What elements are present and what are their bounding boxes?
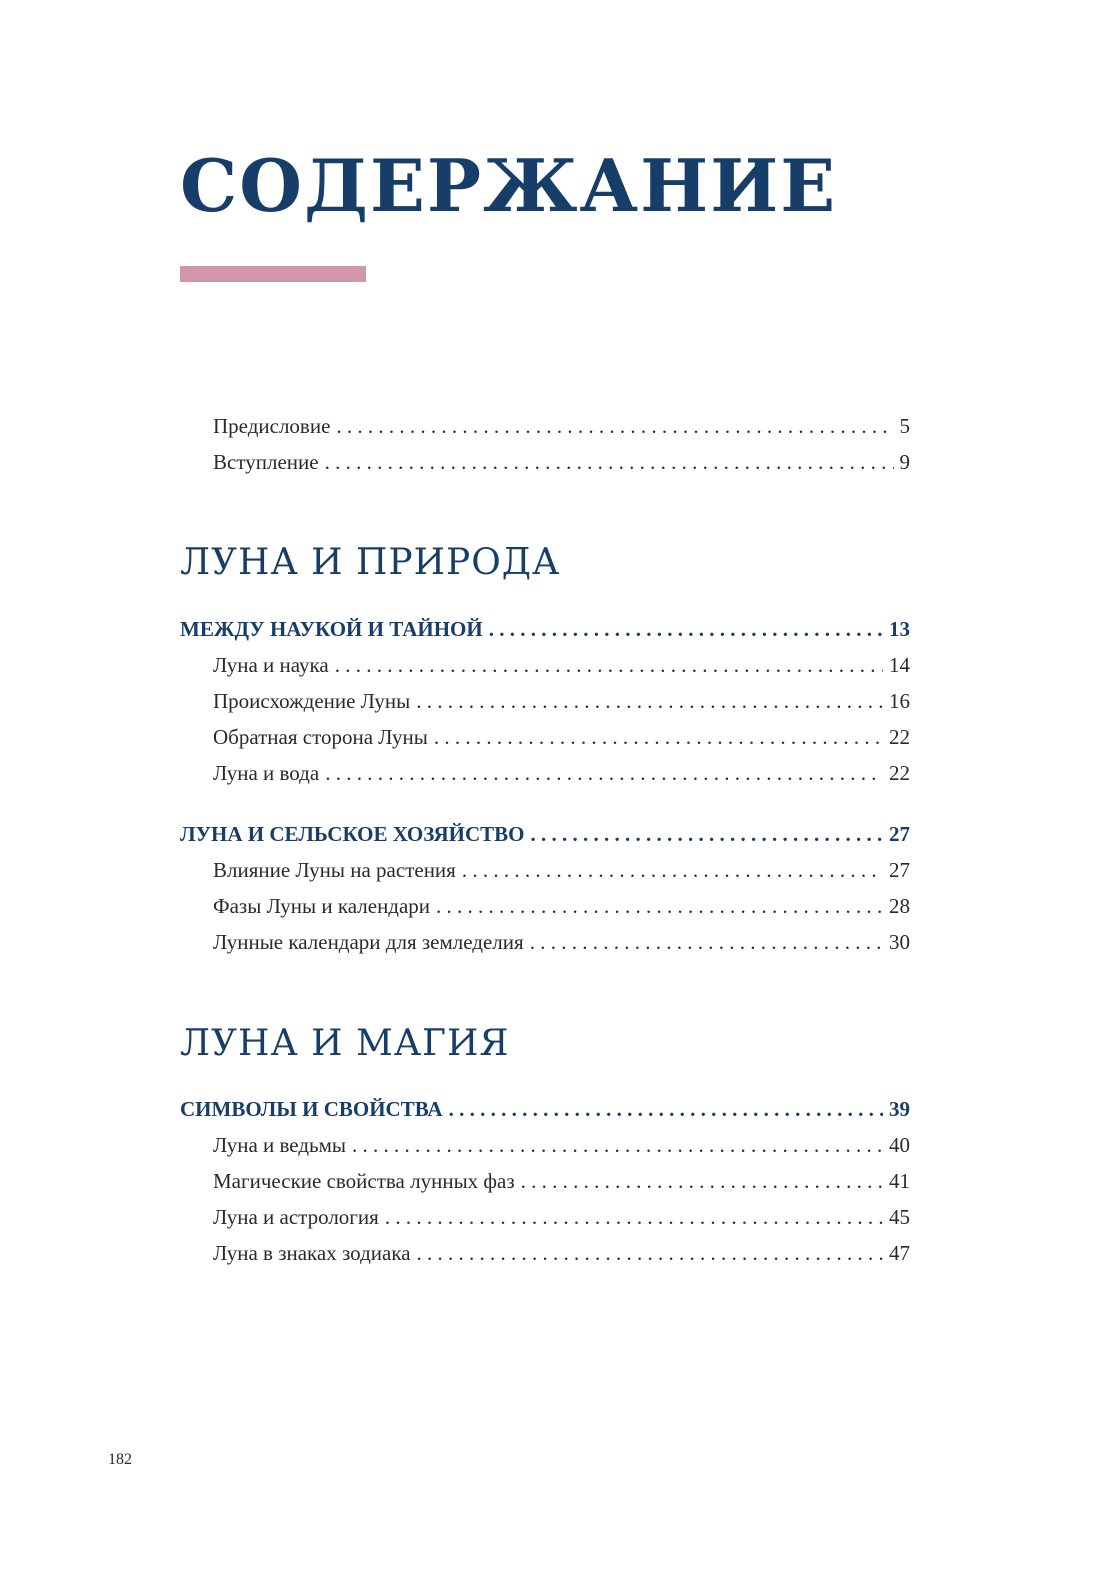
dot-leader	[434, 722, 883, 752]
toc-chapter-science-mystery[interactable]	[180, 614, 910, 644]
toc-entry-preface[interactable]	[213, 411, 910, 441]
page-number: 182	[108, 1451, 132, 1468]
toc-entry-page: 9	[899, 450, 910, 474]
toc-chapter-label: МЕЖДУ НАУКОЙ И ТАЙНОЙ	[180, 617, 483, 641]
toc-chapter-page: 27	[889, 822, 910, 846]
toc-entry-label: Лунные календари для земледелия	[213, 930, 524, 954]
toc-entry[interactable]	[213, 758, 910, 788]
toc-entry-label: Предисловие	[213, 414, 331, 438]
dot-leader	[416, 686, 883, 716]
toc-entry-label: Фазы Луны и календари	[213, 894, 431, 918]
toc-entry-label: Происхождение Луны	[213, 689, 411, 713]
dot-leader	[462, 855, 883, 885]
toc-entry-page: 22	[889, 761, 910, 785]
toc-entry-label: Луна в знаках зодиака	[213, 1241, 411, 1265]
toc-entry[interactable]	[213, 650, 910, 680]
toc-entry-page: 14	[889, 653, 910, 677]
toc-entry[interactable]	[213, 927, 910, 957]
dot-leader	[417, 1238, 883, 1268]
title-underline	[180, 266, 366, 282]
toc-entry-page: 41	[889, 1169, 910, 1193]
dot-leader	[385, 1202, 883, 1232]
toc-entry-label: Луна и ведьмы	[213, 1133, 347, 1157]
page-title: СОДЕРЖАНИЕ	[180, 143, 838, 228]
toc-entry-introduction[interactable]	[213, 447, 910, 477]
toc-entry[interactable]	[213, 855, 910, 885]
toc-entry[interactable]	[213, 1238, 910, 1268]
dot-leader	[325, 758, 883, 788]
toc-entry[interactable]	[213, 1202, 910, 1232]
dot-leader	[531, 819, 884, 849]
toc-entry-label: Обратная сторона Луны	[213, 725, 428, 749]
toc-entry-label: Магические свойства лунных фаз	[213, 1169, 515, 1193]
toc-entry-label: Вступление	[213, 450, 319, 474]
toc-entry-page: 27	[889, 858, 910, 882]
part-heading-magic: ЛУНА И МАГИЯ	[180, 1023, 510, 1064]
toc-entry-page: 16	[889, 689, 910, 713]
toc-entry-page: 28	[889, 894, 910, 918]
toc-entry-page: 40	[889, 1133, 910, 1157]
toc-chapter-label: ЛУНА И СЕЛЬСКОЕ ХОЗЯЙСТВО	[180, 822, 525, 846]
toc-entry-label: Луна и наука	[213, 653, 329, 677]
dot-leader	[489, 614, 883, 644]
toc-entry[interactable]	[213, 722, 910, 752]
toc-chapter-label: СИМВОЛЫ И СВОЙСТВА	[180, 1097, 443, 1121]
dot-leader	[325, 447, 894, 477]
toc-entry[interactable]	[213, 1130, 910, 1160]
toc-chapter-page: 13	[889, 617, 910, 641]
toc-entry-label: Луна и вода	[213, 761, 320, 785]
toc-entry-page: 47	[889, 1241, 910, 1265]
toc-entry[interactable]	[213, 1166, 910, 1196]
toc-entry[interactable]	[213, 891, 910, 921]
toc-entry-page: 22	[889, 725, 910, 749]
dot-leader	[530, 927, 883, 957]
toc-entry-label: Луна и астрология	[213, 1205, 379, 1229]
dot-leader	[335, 650, 883, 680]
toc-entry-page: 45	[889, 1205, 910, 1229]
part-heading-nature: ЛУНА И ПРИРОДА	[180, 542, 561, 583]
dot-leader	[436, 891, 883, 921]
dot-leader	[449, 1094, 883, 1124]
toc-entry[interactable]	[213, 686, 910, 716]
dot-leader	[521, 1166, 883, 1196]
toc-entry-page: 30	[889, 930, 910, 954]
toc-entry-label: Влияние Луны на растения	[213, 858, 456, 882]
toc-chapter-page: 39	[889, 1097, 910, 1121]
dot-leader	[336, 411, 893, 441]
toc-chapter-symbols[interactable]	[180, 1094, 910, 1124]
toc-chapter-agriculture[interactable]	[180, 819, 910, 849]
toc-entry-page: 5	[899, 414, 910, 438]
dot-leader	[352, 1130, 883, 1160]
